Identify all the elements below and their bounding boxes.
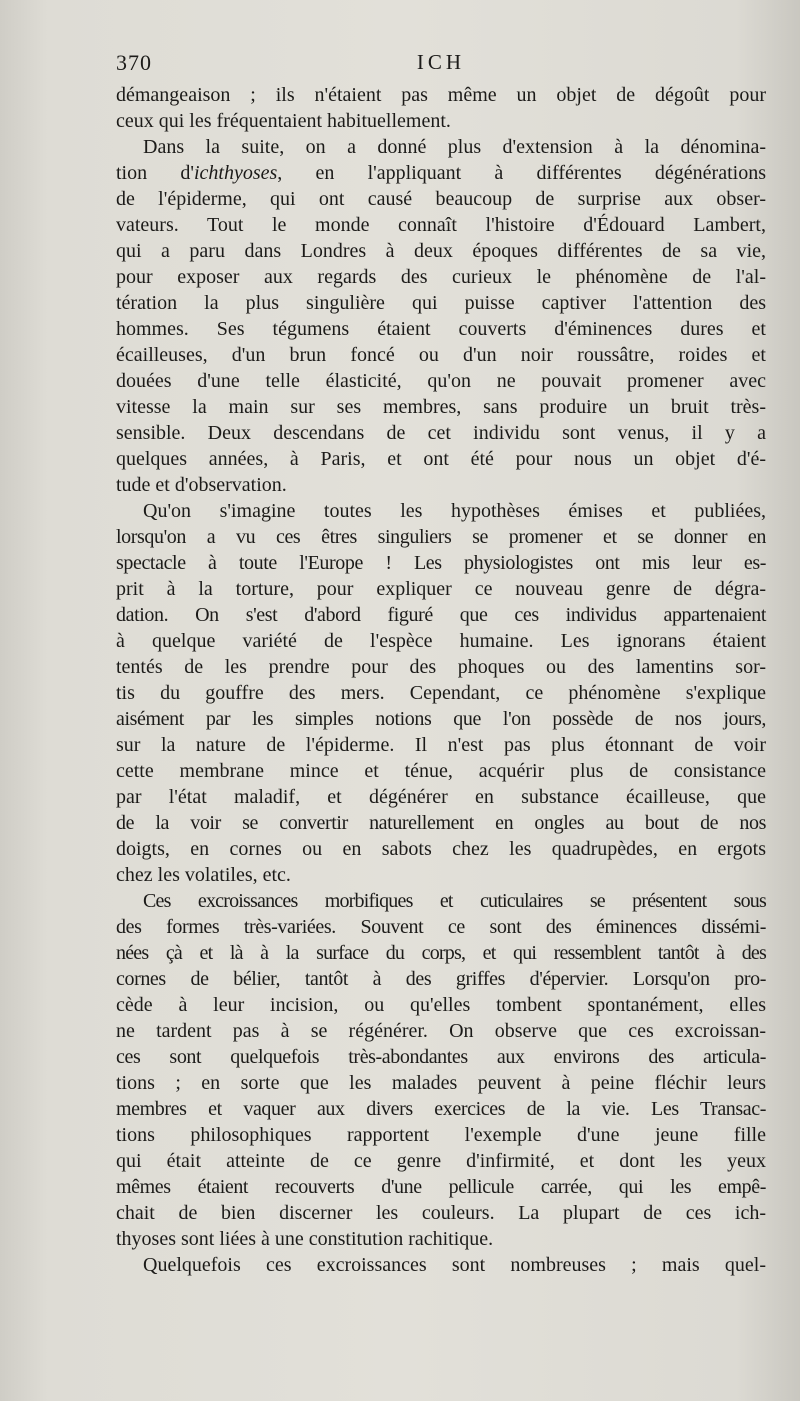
text-line: tion d'ichthyoses, en l'appliquant à différentes dégénérations <box>116 162 766 184</box>
text-line: de l'épiderme, qui ont causé beaucoup de surprise aux obser- <box>116 188 766 210</box>
running-head: ICH <box>416 50 466 74</box>
paragraph-start-line: Quelquefois ces excroissances sont nombreuses ; mais quel- <box>143 1254 766 1276</box>
text-line: des formes très-variées. Souvent ce sont des éminences dissémi- <box>116 916 766 938</box>
text-line: cède à leur incision, ou qu'elles tombent spontanément, elles <box>116 994 766 1016</box>
text-line: tions ; en sorte que les malades peuvent à peine fléchir leurs <box>116 1072 766 1094</box>
page-number: 370 <box>116 50 152 75</box>
text-line: tentés de les prendre pour des phoques ou des lamentins sor- <box>116 656 766 678</box>
text-line: membres et vaquer aux divers exercices de la vie. Les Transac- <box>116 1098 766 1120</box>
text-line: dation. On s'est d'abord figuré que ces individus appartenaient <box>116 604 766 626</box>
page-header <box>116 50 766 80</box>
text-line: sensible. Deux descendans de cet individu sont venus, il y a <box>116 422 766 444</box>
text-line: hommes. Ses tégumens étaient couverts d'éminences dures et <box>116 318 766 340</box>
text-line: démangeaison ; ils n'étaient pas même un objet de dégoût pour <box>116 84 766 106</box>
text-line: écailleuses, d'un brun foncé ou d'un noir roussâtre, roides et <box>116 344 766 366</box>
paragraph-start-line: Ces excroissances morbifiques et cuticulaires se présentent sous <box>143 890 766 912</box>
text-line: à quelque variété de l'espèce humaine. Les ignorans étaient <box>116 630 766 652</box>
text-line: douées d'une telle élasticité, qu'on ne pouvait promener avec <box>116 370 766 392</box>
text-line: chez les volatiles, etc. <box>116 864 291 886</box>
text-line: cette membrane mince et ténue, acquérir plus de consistance <box>116 760 766 782</box>
text-line: par l'état maladif, et dégénérer en substance écailleuse, que <box>116 786 766 808</box>
text-line: nées çà et là à la surface du corps, et qui ressemblent tantôt à des <box>116 942 766 964</box>
text-line: ces sont quelquefois très-abondantes aux environs des articula- <box>116 1046 766 1068</box>
text-line: prit à la torture, pour expliquer ce nouveau genre de dégra- <box>116 578 766 600</box>
text-line: tération la plus singulière qui puisse captiver l'attention des <box>116 292 766 314</box>
body-text <box>116 82 766 1278</box>
text-line: chait de bien discerner les couleurs. La plupart de ces ich- <box>116 1202 766 1224</box>
text-line: ceux qui les fréquentaient habituellement. <box>116 110 451 132</box>
text-line: lorsqu'on a vu ces êtres singuliers se promener et se donner en <box>116 526 766 548</box>
text-line: tions philosophiques rapportent l'exemple d'une jeune fille <box>116 1124 766 1146</box>
text-line: cornes de bélier, tantôt à des griffes d'épervier. Lorsqu'on pro- <box>116 968 766 990</box>
text-line: pour exposer aux regards des curieux le phénomène de l'al- <box>116 266 766 288</box>
text-line: doigts, en cornes ou en sabots chez les quadrupèdes, en ergots <box>116 838 766 860</box>
text-line: qui a paru dans Londres à deux époques différentes de sa vie, <box>116 240 766 262</box>
text-line: thyoses sont liées à une constitution rachitique. <box>116 1228 494 1250</box>
text-line: tude et d'observation. <box>116 474 287 496</box>
text-line: qui était atteinte de ce genre d'infirmité, et dont les yeux <box>116 1150 766 1172</box>
text-line: quelques années, à Paris, et ont été pour nous un objet d'é- <box>116 448 766 470</box>
text-line: de la voir se convertir naturellement en ongles au bout de nos <box>116 812 766 834</box>
text-line: spectacle à toute l'Europe ! Les physiologistes ont mis leur es- <box>116 552 766 574</box>
text-line: tis du gouffre des mers. Cependant, ce phénomène s'explique <box>116 682 766 704</box>
text-line: ne tardent pas à se régénérer. On observe que ces excroissan- <box>116 1020 766 1042</box>
text-line: vitesse la main sur ses membres, sans produire un bruit très- <box>116 396 766 418</box>
text-line: vateurs. Tout le monde connaît l'histoire d'Édouard Lambert, <box>116 214 766 236</box>
text-line: aisément par les simples notions que l'on possède de nos jours, <box>116 708 766 730</box>
paragraph-start-line: Dans la suite, on a donné plus d'extension à la dénomina- <box>143 136 766 158</box>
text-line: sur la nature de l'épiderme. Il n'est pas plus étonnant de voir <box>116 734 766 756</box>
text-line: mêmes étaient recouverts d'une pellicule carrée, qui les empê- <box>116 1176 766 1198</box>
paragraph-start-line: Qu'on s'imagine toutes les hypothèses émises et publiées, <box>143 500 766 522</box>
